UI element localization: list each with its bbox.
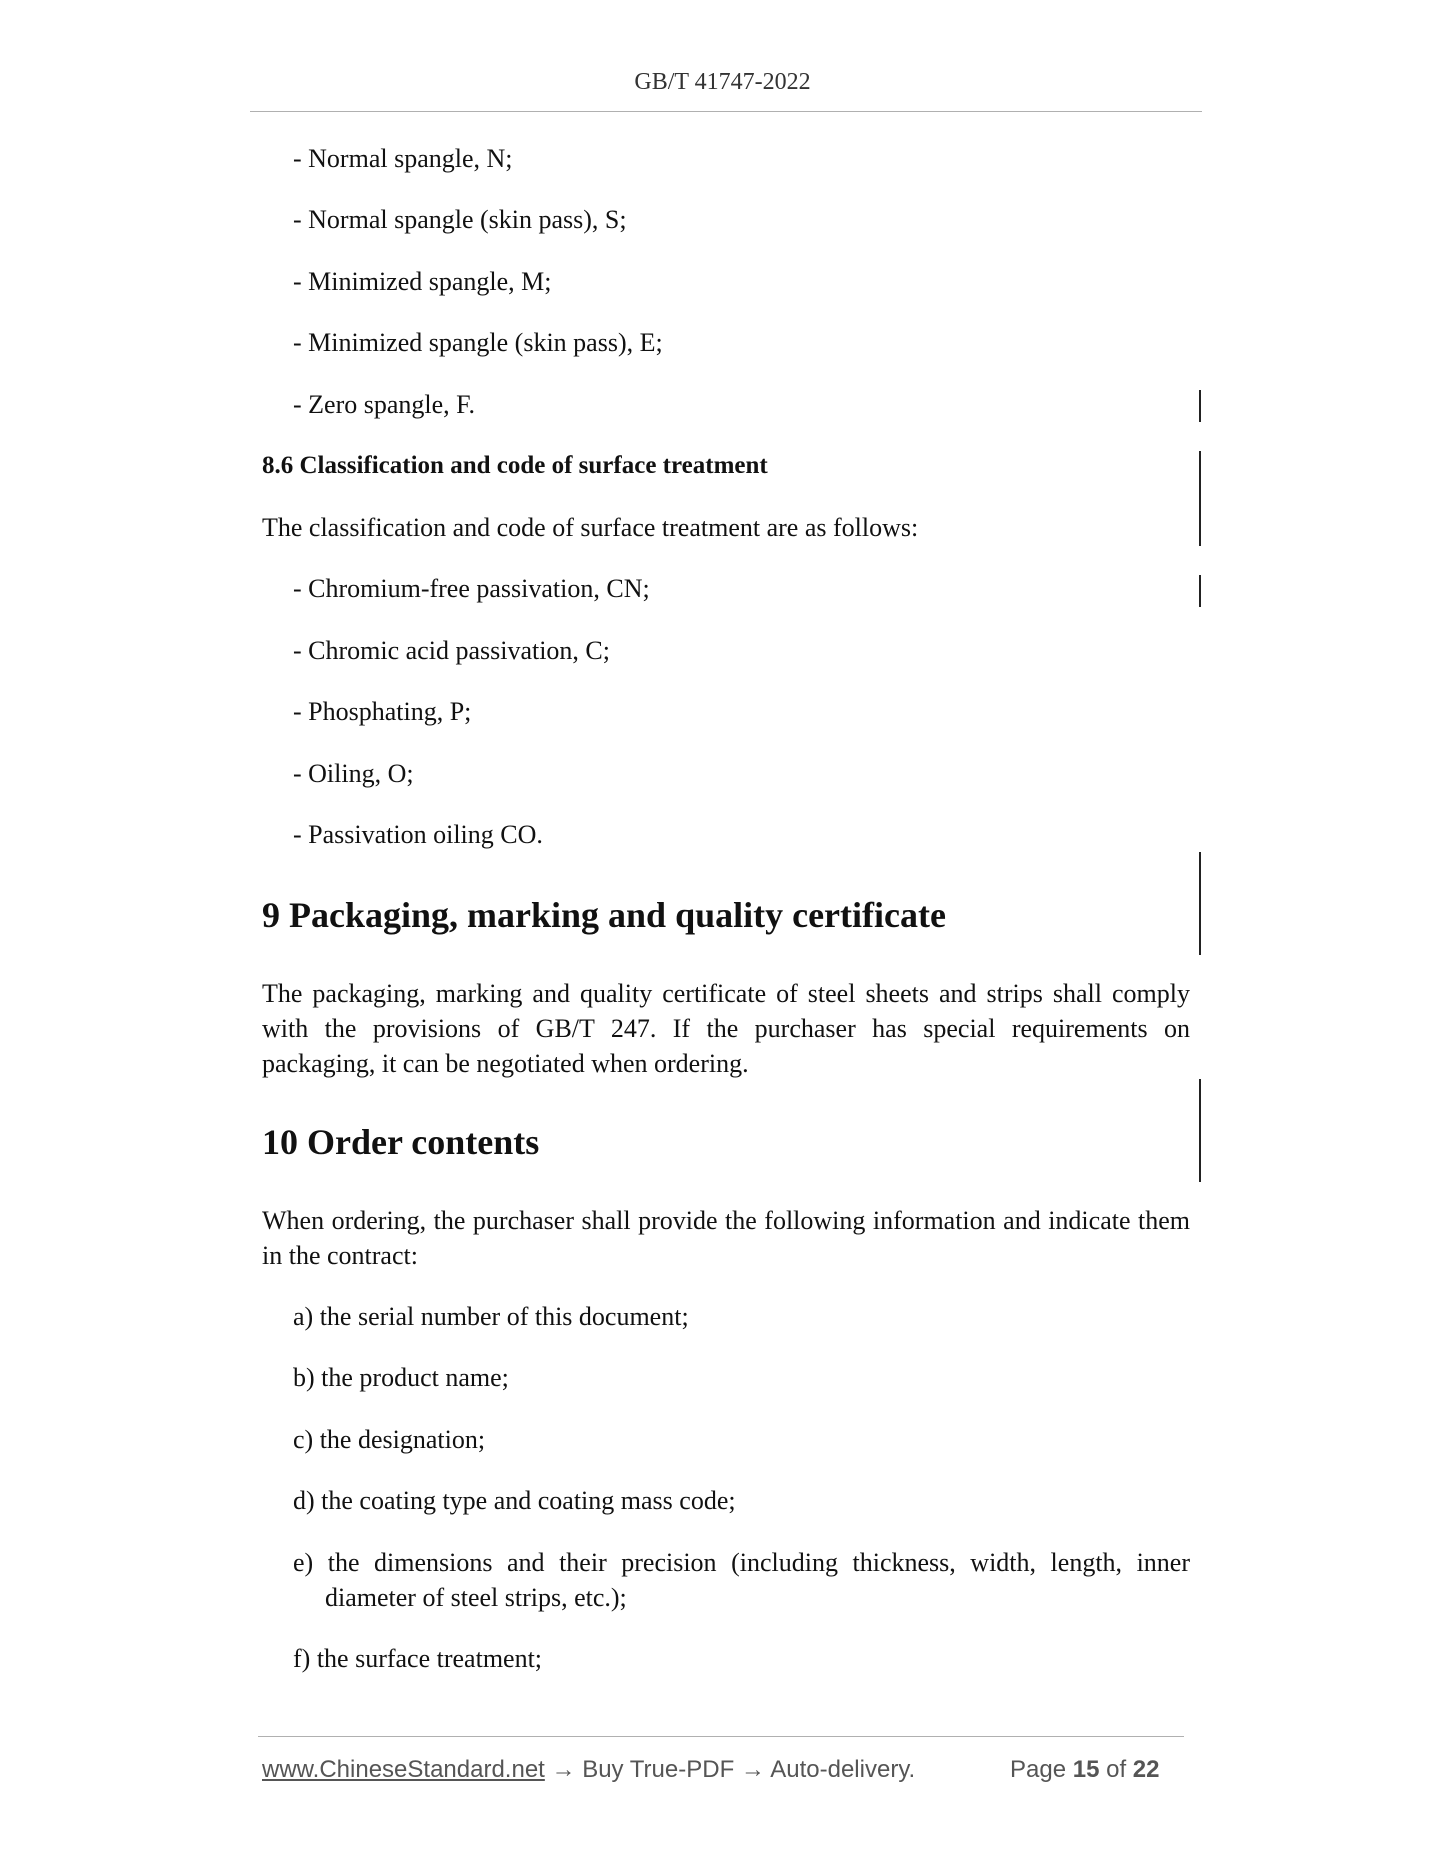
arrow-right-icon: → [551,1756,576,1783]
list-item: - Passivation oiling CO. [293,820,543,849]
section-10-intro: When ordering, the purchaser shall provide the following information and indicate them in the contract: [262,1206,1190,1270]
change-bar [1199,852,1201,955]
footer-divider [258,1736,1184,1737]
list-item: - Chromium-free passivation, CN; [293,574,650,603]
order-list-item: f) the surface treatment; [293,1644,543,1673]
header-divider [250,111,1202,112]
delivery-text: Auto-delivery. [770,1756,916,1783]
buy-text: Buy True-PDF [582,1756,735,1783]
page-current: 15 [1072,1756,1100,1783]
page-label: Page [1010,1756,1067,1783]
change-bar [1199,575,1201,607]
list-item: - Zero spangle, F. [293,390,476,419]
order-list-item: a) the serial number of this document; [293,1302,689,1331]
arrow-right-icon: → [740,1756,765,1783]
page-total: 22 [1132,1756,1160,1783]
list-item: - Oiling, O; [293,759,414,788]
page-indicator [1010,1755,1160,1785]
document-number-header: GB/T 41747-2022 [634,69,811,95]
footer-promo [262,1755,915,1785]
list-item: - Normal spangle (skin pass), S; [293,205,627,234]
section-9-heading: 9 Packaging, marking and quality certificate [262,895,946,935]
of-label: of [1106,1756,1127,1783]
section-10-heading: 10 Order contents [262,1122,540,1162]
section-8-6-heading: 8.6 Classification and code of surface treatment [262,452,768,479]
order-list-item: c) the designation; [293,1425,486,1454]
order-list-item: b) the product name; [293,1363,509,1392]
order-list-item: e) the dimensions and their precision (including thickness, width, length, inner diameter of steel strips, etc.); [293,1548,1190,1612]
list-item: - Normal spangle, N; [293,144,513,173]
section-8-6-intro: The classification and code of surface treatment are as follows: [262,513,919,542]
list-item: - Chromic acid passivation, C; [293,636,611,665]
list-item: - Phosphating, P; [293,697,472,726]
list-item: - Minimized spangle, M; [293,267,552,296]
section-9-body: The packaging, marking and quality certificate of steel sheets and strips shall comply with the provisions of GB/T 247. If the purchaser has special requirements on packaging, it can be negotiated when ordering. [262,979,1190,1078]
list-item: - Minimized spangle (skin pass), E; [293,328,663,357]
order-list-item: d) the coating type and coating mass code; [293,1486,736,1515]
change-bar [1199,451,1201,546]
change-bar [1199,1079,1201,1182]
change-bar [1199,390,1201,422]
site-link[interactable]: www.ChineseStandard.net [262,1756,545,1783]
